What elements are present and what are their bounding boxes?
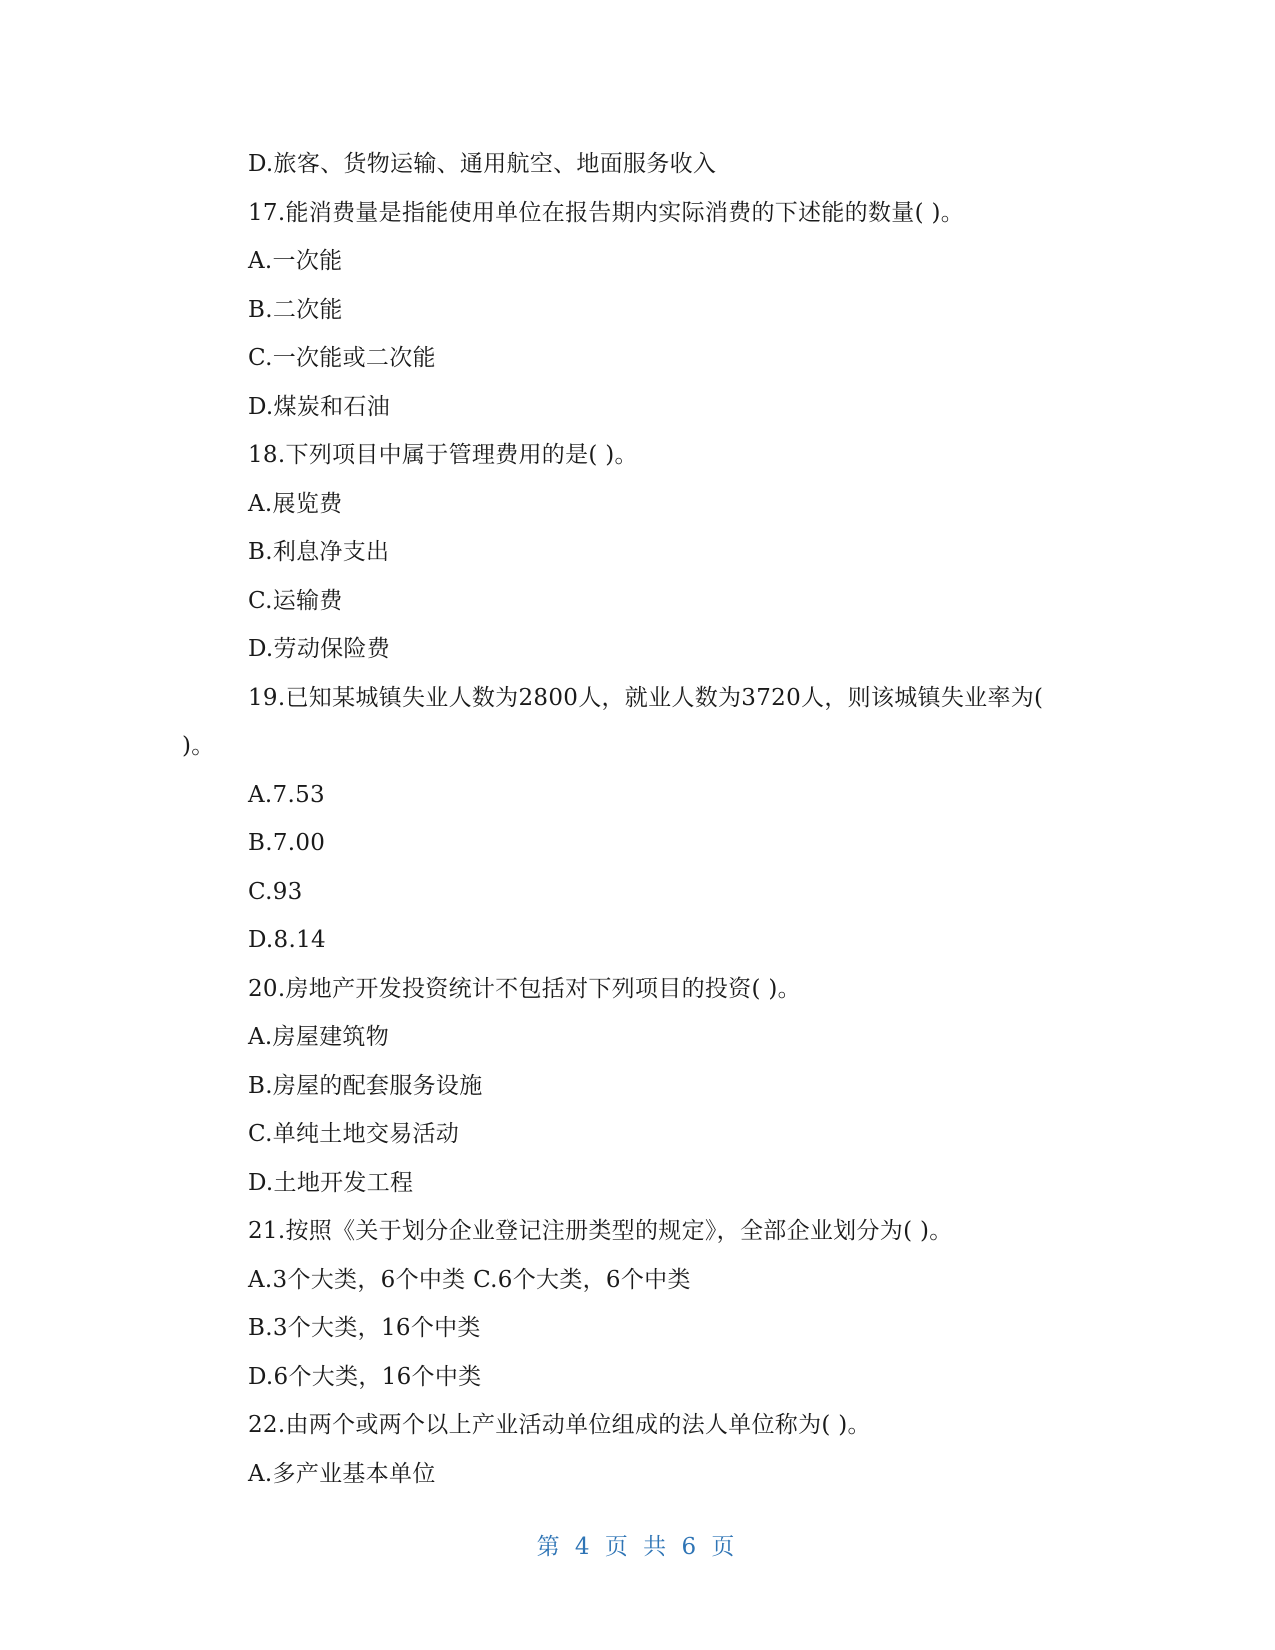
text-line: D.土地开发工程 (248, 1169, 414, 1196)
text-line: 22.由两个或两个以上产业活动单位组成的法人单位称为( )。 (248, 1412, 871, 1438)
text-line: )。 (182, 733, 215, 759)
text-line: B.3个大类，16个中类 (248, 1315, 481, 1341)
text-line: A.一次能 (248, 248, 343, 274)
text-line: C.运输费 (248, 587, 343, 614)
text-line: 17.能消费量是指能使用单位在报告期内实际消费的下述能的数量( )。 (248, 199, 965, 226)
text-line: 19.已知某城镇失业人数为2800人，就业人数为3720人，则该城镇失业率为( (248, 684, 1044, 711)
text-line: B.利息净支出 (248, 539, 390, 565)
text-line: C.93 (248, 878, 303, 905)
text-line: D.旅客、货物运输、通用航空、地面服务收入 (248, 151, 717, 177)
text-line: B.二次能 (248, 296, 343, 323)
page-footer: 第 4 页 共 6 页 (536, 1534, 739, 1560)
text-line: D.煤炭和石油 (248, 393, 391, 420)
document-body (0, 140, 1275, 1498)
text-line: C.单纯土地交易活动 (248, 1121, 460, 1147)
text-line: A.3个大类，6个中类 C.6个大类，6个中类 (248, 1266, 691, 1293)
text-line: 20.房地产开发投资统计不包括对下列项目的投资( )。 (248, 975, 801, 1002)
text-line: D.劳动保险费 (248, 636, 391, 662)
text-line: A.多产业基本单位 (248, 1460, 436, 1487)
text-line: A.7.53 (248, 781, 325, 808)
text-line: A.房屋建筑物 (248, 1024, 390, 1050)
text-line: D.6个大类，16个中类 (248, 1363, 482, 1390)
text-line: D.8.14 (248, 927, 326, 953)
text-line: B.房屋的配套服务设施 (248, 1072, 483, 1099)
text-line: 18.下列项目中属于管理费用的是( )。 (248, 442, 638, 468)
text-line: 21.按照《关于划分企业登记注册类型的规定》，全部企业划分为( )。 (248, 1218, 953, 1244)
text-line: C.一次能或二次能 (248, 345, 436, 371)
text-line: B.7.00 (248, 830, 326, 856)
text-line: A.展览费 (248, 490, 343, 517)
